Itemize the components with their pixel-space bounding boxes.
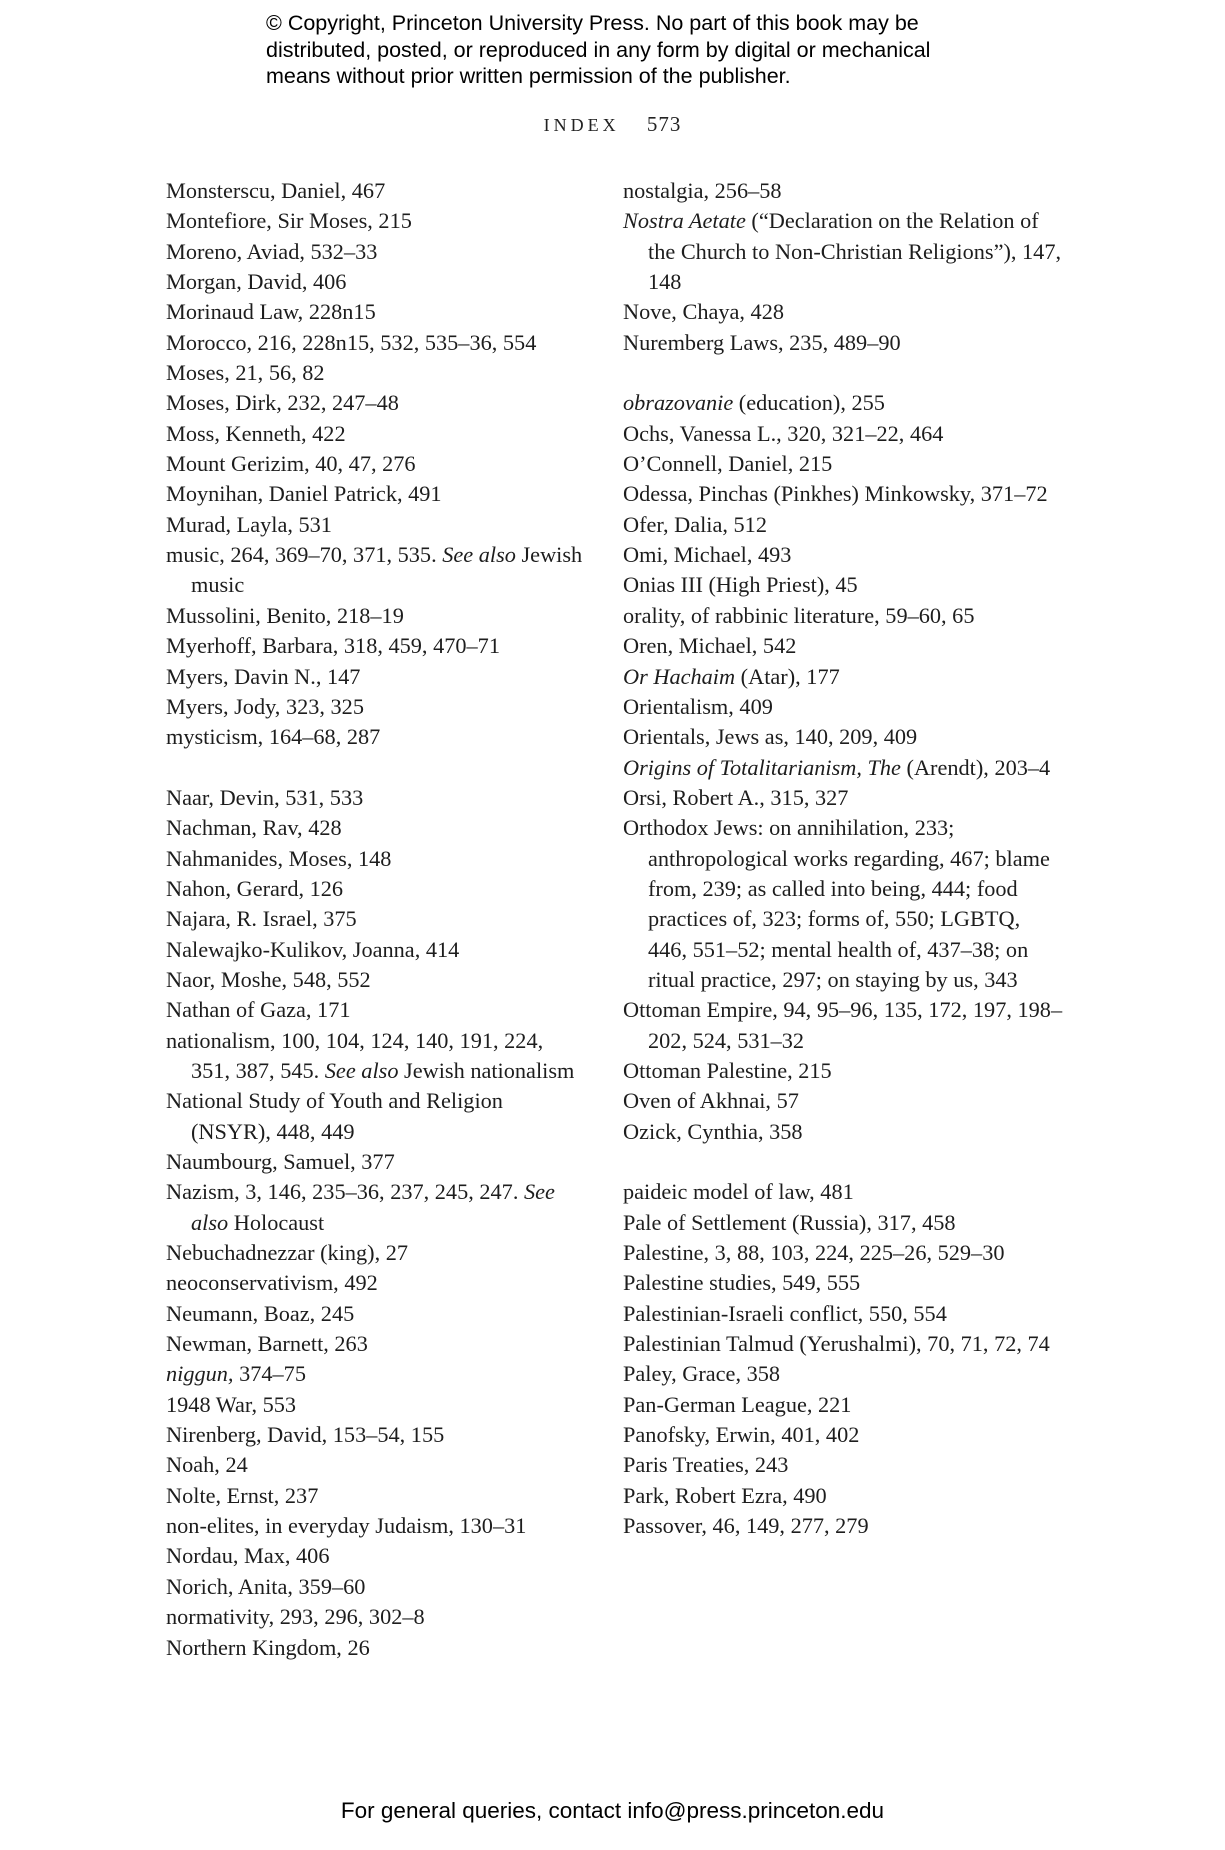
index-entry-text: Ottoman Palestine, 215 [623,1057,832,1083]
index-entry-text: (“Declaration on the Relation of the Church to Non-Christian Religions”), 147, 148 [648,208,1062,295]
footer-contact: For general queries, contact info@press.princeton.edu [340,1798,885,1823]
index-entry-text: Nahmanides, Moses, 148 [166,845,392,871]
index-entry-text: Morgan, David, 406 [166,269,347,295]
index-entry [166,419,586,449]
copyright-line: means without prior written permission of the publisher. [266,64,791,88]
index-entry [166,813,586,843]
index-entry-text: Nahon, Gerard, 126 [166,875,344,901]
index-entry-text: Nirenberg, David, 153–54, 155 [166,1422,445,1448]
index-entry [623,419,1063,449]
running-head-title: INDEX [543,115,620,135]
index-entry [166,540,586,601]
index-entry-text: Najara, R. Israel, 375 [166,906,357,932]
index-entry-text: Orientals, Jews as, 140, 209, 409 [623,724,918,750]
index-entry [166,510,586,540]
index-entry-italic-text: See also [324,1057,399,1083]
letter-group-gap [166,753,586,783]
index-entry [166,783,586,813]
index-entry-text: Onias III (High Priest), 45 [623,572,858,598]
index-entry [166,1390,586,1420]
index-entry [623,570,1063,600]
index-entry [166,267,586,297]
index-entry [623,510,1063,540]
letter-group-gap [623,1147,1063,1177]
copyright-line: distributed, posted, or reproduced in any form by digital or mechanical [266,37,931,62]
index-entry [623,1511,1063,1541]
index-entry-text: nationalism, 100, 104, 124, 140, 191, 224, 351, 387, 545. [166,1027,544,1083]
index-entry [166,1420,586,1450]
index-entry-text: neoconservativism, 492 [166,1270,378,1296]
index-entry-text: Mount Gerizim, 40, 47, 276 [166,451,416,477]
running-head [0,112,1225,137]
index-entry-text: O’Connell, Daniel, 215 [623,451,833,477]
index-entry-text: Holocaust [228,1209,325,1235]
index-entry-text: Pan-German League, 221 [623,1391,852,1417]
index-entry-text: (Atar), 177 [735,663,840,689]
index-entry [623,540,1063,570]
index-entry-italic-text: Or Hachaim [623,663,736,689]
copyright-line: © Copyright, Princeton University Press. No part of this book may be [266,11,919,35]
index-entry-text: (education), 255 [733,390,885,416]
index-entry-text: Myerhoff, Barbara, 318, 459, 470–71 [166,633,500,659]
index-entry-text: Morocco, 216, 228n15, 532, 535–36, 554 [166,329,537,355]
index-entry-text: orality, of rabbinic literature, 59–60, 65 [623,602,975,628]
index-entry-italic-text: See also [442,542,516,568]
index-entry [166,1359,586,1389]
index-entry [166,662,586,692]
index-entry-text: Morinaud Law, 228n15 [166,299,376,325]
index-entry [623,1481,1063,1511]
index-entry [623,692,1063,722]
letter-group-gap [623,358,1063,388]
page-number: 573 [646,112,682,136]
index-entry [166,1177,586,1238]
index-entry [623,176,1063,206]
index-entry [623,479,1063,509]
index-entry-text: music, 264, 369–70, 371, 535. [166,542,443,568]
index-entry [166,1299,586,1329]
index-entry [166,601,586,631]
index-entry [623,449,1063,479]
index-entry-text: nostalgia, 256–58 [623,178,782,203]
index-entry-text: Palestinian Talmud (Yerushalmi), 70, 71, 72, 74 [623,1331,1050,1357]
index-entry [166,1572,586,1602]
index-entry-italic-text: niggun, [166,1361,234,1387]
index-entry-text: normativity, 293, 296, 302–8 [166,1604,425,1630]
index-entry [166,1541,586,1571]
index-entry [166,844,586,874]
index-entry [623,1450,1063,1480]
index-entry-text: Panofsky, Erwin, 401, 402 [623,1422,860,1448]
index-entry-text: Nolte, Ernst, 237 [166,1482,319,1508]
index-entry [166,297,586,327]
index-entry [623,813,1063,995]
index-entry [623,206,1063,297]
index-entry [623,1390,1063,1420]
index-entry [623,1329,1063,1359]
index-entry [166,874,586,904]
index-entry [623,1238,1063,1268]
index-entry-text: Jewish music [191,542,583,598]
index-entry-text: Monsterscu, Daniel, 467 [166,178,386,203]
index-entry-text: Montefiore, Sir Moses, 215 [166,208,412,234]
index-entry [623,783,1063,813]
index-entry-text: Palestine studies, 549, 555 [623,1270,861,1296]
index-entry [166,237,586,267]
index-entry [166,965,586,995]
index-entry-text: Ottoman Empire, 94, 95–96, 135, 172, 197, 198–202, 524, 531–32 [623,997,1063,1053]
index-entry-text: 1948 War, 553 [166,1391,297,1417]
index-entry-text: Nordau, Max, 406 [166,1543,330,1569]
index-entry [166,449,586,479]
index-entry [623,1359,1063,1389]
index-entry-text: Moynihan, Daniel Patrick, 491 [166,481,442,507]
index-entry-text: Paley, Grace, 358 [623,1361,781,1387]
index-entry [623,1420,1063,1450]
index-entry [166,935,586,965]
index-entry-text: Moses, Dirk, 232, 247–48 [166,390,399,416]
index-entry-text: Oren, Michael, 542 [623,633,797,659]
index-entry-text: Myers, Jody, 323, 325 [166,693,364,719]
index-entry [166,479,586,509]
index-column-left [166,176,586,1663]
copyright-notice [266,10,1026,90]
index-entry-text: Nuremberg Laws, 235, 489–90 [623,329,901,355]
index-entry [166,904,586,934]
index-entry-text: Naor, Moshe, 548, 552 [166,966,371,992]
index-entry-text: (Arendt), 203–4 [900,754,1051,780]
index-entry-text: Norich, Anita, 359–60 [166,1573,366,1599]
index-entry [166,1086,586,1147]
index-entry-text: Nebuchadnezzar (king), 27 [166,1240,409,1266]
index-entry-text: non-elites, in everyday Judaism, 130–31 [166,1513,527,1539]
index-entry-text: Orientalism, 409 [623,693,773,719]
index-entry-text: Nove, Chaya, 428 [623,299,784,325]
index-entry [623,995,1063,1056]
index-entry-text: Orsi, Robert A., 315, 327 [623,784,849,810]
index-entry-text: Moreno, Aviad, 532–33 [166,238,378,264]
index-entry-text: Paris Treaties, 243 [623,1452,789,1478]
index-entry-text: Park, Robert Ezra, 490 [623,1482,827,1508]
index-entry-text: Ochs, Vanessa L., 320, 321–22, 464 [623,420,944,446]
index-entry-text: Noah, 24 [166,1452,248,1478]
index-entry-text: Mussolini, Benito, 218–19 [166,602,404,628]
index-entry [166,1147,586,1177]
index-entry-text: Palestinian-Israeli conflict, 550, 554 [623,1300,947,1326]
index-entry [623,297,1063,327]
index-entry-text: Omi, Michael, 493 [623,542,792,568]
index-entry [166,1633,586,1663]
index-entry [166,1238,586,1268]
index-entry [166,176,586,206]
index-entry [166,1450,586,1480]
index-entry-text: 374–75 [233,1361,306,1387]
index-entry [623,1117,1063,1147]
index-entry [623,601,1063,631]
index-entry-italic-text: obrazovanie [623,390,734,416]
index-entry [623,1086,1063,1116]
index-entry [166,1026,586,1087]
index-entry [623,328,1063,358]
index-entry [166,1602,586,1632]
index-entry-italic-text: Nostra Aetate [623,208,746,234]
index-entry [166,1481,586,1511]
index-entry [166,1268,586,1298]
index-entry [166,358,586,388]
index-entry [166,206,586,236]
index-entry [623,1177,1063,1207]
index-column-right [623,176,1063,1541]
index-entry-text: Ofer, Dalia, 512 [623,511,767,537]
index-entry-text: Neumann, Boaz, 245 [166,1300,355,1326]
index-entry-italic-text: Origins of Totalitarianism, The [623,754,901,780]
index-entry [623,1208,1063,1238]
index-entry [623,662,1063,692]
index-entry-text: Northern Kingdom, 26 [166,1634,370,1660]
index-entry [623,388,1063,418]
index-entry [623,1268,1063,1298]
index-entry-italic-text: See also [191,1179,555,1235]
index-entry [166,1329,586,1359]
index-entry-text: Orthodox Jews: on annihilation, 233; anthropological works regarding, 467; blame from, 239; as called into being, 444; food practices of, 323; forms of, 550; LGBTQ, 446, 551–52; mental health of, 437–38; on ritual practice, 297; on staying by us, 343 [623,815,1050,992]
index-entry [623,1056,1063,1086]
index-entry-text: Ozick, Cynthia, 358 [623,1118,803,1144]
index-entry [623,631,1063,661]
index-entry-text: Moses, 21, 56, 82 [166,360,325,386]
index-entry-text: Nalewajko-Kulikov, Joanna, 414 [166,936,460,962]
index-entry-text: paideic model of law, 481 [623,1179,854,1205]
index-entry [623,1299,1063,1329]
index-entry [166,995,586,1025]
index-entry-text: Jewish nationalism [398,1057,575,1083]
index-entry-text: Murad, Layla, 531 [166,511,332,537]
index-entry [166,388,586,418]
index-entry [166,722,586,752]
index-entry [166,1511,586,1541]
index-entry-text: Palestine, 3, 88, 103, 224, 225–26, 529–30 [623,1240,1005,1266]
index-entry [623,722,1063,752]
index-entry-text: Newman, Barnett, 263 [166,1331,368,1357]
index-entry-text: Myers, Davin N., 147 [166,663,361,689]
index-entry-text: Passover, 46, 149, 277, 279 [623,1513,869,1539]
index-entry [166,328,586,358]
index-entry [166,631,586,661]
index-entry-text: Naumbourg, Samuel, 377 [166,1149,395,1174]
index-entry-text: Oven of Akhnai, 57 [623,1088,799,1114]
index-entry-text: mysticism, 164–68, 287 [166,724,381,750]
index-entry-text: Moss, Kenneth, 422 [166,420,346,446]
index-entry-text: Nazism, 3, 146, 235–36, 237, 245, 247. [166,1179,524,1205]
index-entry [623,753,1063,783]
index-entry-text: Nachman, Rav, 428 [166,815,342,841]
index-entry-text: Pale of Settlement (Russia), 317, 458 [623,1209,956,1235]
index-entry [166,692,586,722]
index-entry-text: National Study of Youth and Religion (NSYR), 448, 449 [166,1088,503,1144]
index-entry-text: Nathan of Gaza, 171 [166,997,351,1023]
index-entry-text: Odessa, Pinchas (Pinkhes) Minkowsky, 371–72 [623,481,1048,507]
index-entry-text: Naar, Devin, 531, 533 [166,784,364,810]
